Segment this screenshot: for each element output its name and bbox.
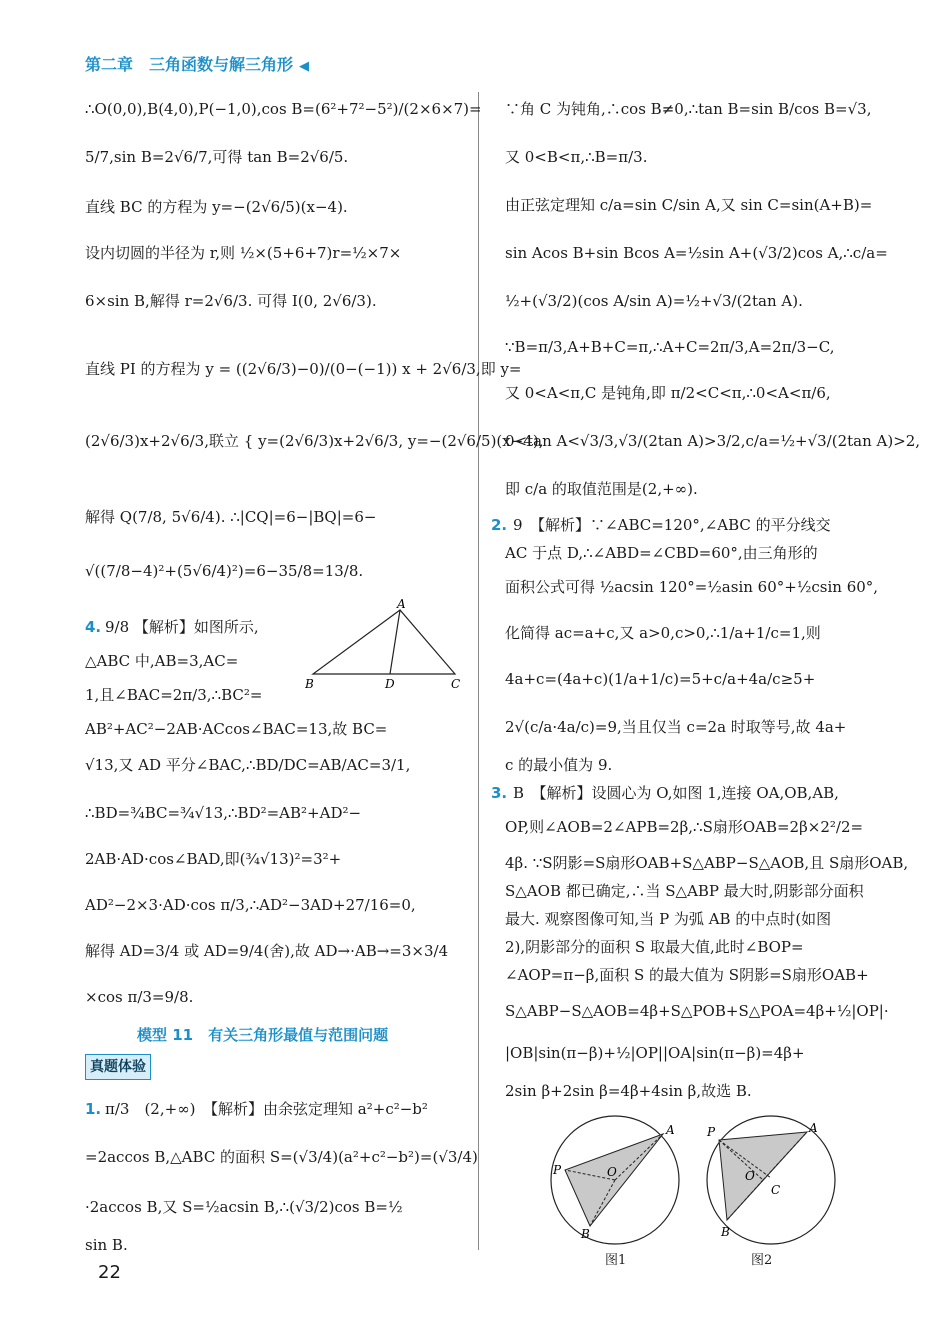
- text-line: 最大. 观察图像可知,当 P 为弧 AB 的中点时(如图: [505, 910, 832, 928]
- text-line: |OB|sin(π−β)+½|OP||OA|sin(π−β)=4β+: [505, 1044, 805, 1062]
- figure-caption: 图2: [751, 1253, 773, 1268]
- text-line: 6×sin B,解得 r=2√6/3. 可得 I(0, 2√6/3).: [85, 292, 377, 310]
- text-line: AD²−2×3·AD·cos π/3,∴AD²−3AD+27/16=0,: [85, 896, 416, 914]
- problem-number: 2.: [491, 516, 508, 534]
- figure-caption: 图1: [605, 1253, 627, 1268]
- text-line: AB²+AC²−2AB·ACcos∠BAC=13,故 BC=: [85, 720, 388, 738]
- shaded-triangle: [719, 1132, 807, 1220]
- label-a: A: [397, 598, 406, 611]
- text-line: S△AOB 都已确定,∴当 S△ABP 最大时,阴影部分面积: [505, 882, 864, 900]
- bisector-ad: [390, 610, 400, 674]
- label-a: A: [666, 1123, 675, 1137]
- section-title: 模型 11 有关三角形最值与范围问题: [137, 1026, 389, 1044]
- text-line: ∴BD=¾BC=¾√13,∴BD²=AB²+AD²−: [85, 804, 362, 822]
- text-line: =2accos B,△ABC 的面积 S=(√3/4)(a²+c²−b²)=(√3/4): [85, 1148, 478, 1166]
- label-o: O: [745, 1169, 755, 1183]
- text-line: B 【解析】设圆心为 O,如图 1,连接 OA,OB,AB,: [513, 784, 839, 802]
- text-line: ½+(√3/2)(cos A/sin A)=½+√3/(2tan A).: [505, 292, 803, 310]
- text-line: sin B.: [85, 1236, 128, 1254]
- text-line: ∴O(0,0),B(4,0),P(−1,0),cos B=(6²+7²−5²)/(2×6×7)=: [85, 100, 482, 118]
- text-line: OP,则∠AOB=2∠APB=2β,∴S扇形OAB=2β×2²/2=: [505, 818, 864, 836]
- text-line: ∠AOP=π−β,面积 S 的最大值为 S阴影=S扇形OAB+: [505, 966, 869, 984]
- label-b: B: [721, 1225, 730, 1239]
- text-line: 9/8 【解析】如图所示,: [105, 618, 259, 636]
- text-line: c 的最小值为 9.: [505, 756, 613, 774]
- text-line: S△ABP−S△AOB=4β+S△POB+S△POA=4β+½|OP|·: [505, 1002, 889, 1020]
- text-line: 解得 Q(7/8, 5√6/4). ∴|CQ|=6−|BQ|=6−: [85, 508, 377, 526]
- text-line: AC 于点 D,∴∠ABD=∠CBD=60°,由三角形的: [505, 544, 818, 562]
- section-tag: 真题体验: [85, 1054, 151, 1080]
- label-p: P: [553, 1163, 562, 1177]
- text-line: 2AB·AD·cos∠BAD,即(¾√13)²=3²+: [85, 850, 342, 868]
- text-line: 直线 PI 的方程为 y = ((2√6/3)−0)/(0−(−1)) x + 2√6/3,即 y=: [85, 360, 522, 378]
- text-line: √((7/8−4)²+(5√6/4)²)=6−35/8=13/8.: [85, 562, 364, 580]
- text-line: 2sin β+2sin β=4β+4sin β,故选 B.: [505, 1082, 752, 1100]
- text-line: 2√(c/a·4a/c)=9,当且仅当 c=2a 时取等号,故 4a+: [505, 718, 847, 736]
- column-divider: [478, 92, 479, 1250]
- text-line: 1,且∠BAC=2π/3,∴BC²=: [85, 686, 263, 704]
- text-line: 面积公式可得 ½acsin 120°=½asin 60°+½csin 60°,: [505, 578, 879, 596]
- text-line: 解得 AD=3/4 或 AD=9/4(舍),故 AD→·AB→=3×3/4: [85, 942, 449, 960]
- triangle-abc: [313, 610, 455, 674]
- circle-figure-1: [545, 1112, 685, 1252]
- page-number: 22: [98, 1262, 121, 1283]
- text-line: 0<tan A<√3/3,√3/(2tan A)>3/2,c/a=½+√3/(2tan A)>2,: [505, 432, 921, 450]
- text-line: ·2accos B,又 S=½acsin B,∴(√3/2)cos B=½: [85, 1198, 403, 1216]
- text-line: 设内切圆的半径为 r,则 ½×(5+6+7)r=½×7×: [85, 244, 402, 262]
- text-line: 即 c/a 的取值范围是(2,+∞).: [505, 480, 698, 498]
- text-line: 由正弦定理知 c/a=sin C/sin A,又 sin C=sin(A+B)=: [505, 196, 873, 214]
- text-line: π/3 (2,+∞) 【解析】由余弦定理知 a²+c²−b²: [105, 1100, 428, 1118]
- label-c: C: [771, 1183, 781, 1197]
- label-p: P: [707, 1125, 716, 1139]
- text-line: ∵角 C 为钝角,∴cos B≠0,∴tan B=sin B/cos B=√3,: [505, 100, 872, 118]
- text-line: 2),阴影部分的面积 S 取最大值,此时∠BOP=: [505, 938, 804, 956]
- problem-number: 1.: [85, 1100, 102, 1118]
- label-o: O: [607, 1165, 617, 1179]
- problem-number: 3.: [491, 784, 508, 802]
- chapter-header: [85, 52, 309, 75]
- text-line: △ABC 中,AB=3,AC=: [85, 652, 239, 670]
- text-line: 4a+c=(4a+c)(1/a+1/c)=5+c/a+4a/c≥5+: [505, 670, 816, 688]
- label-d: D: [385, 677, 395, 688]
- circle-figure-2: [701, 1112, 841, 1252]
- label-a: A: [809, 1121, 818, 1135]
- label-c: C: [451, 677, 461, 688]
- text-line: 9 【解析】∵∠ABC=120°,∠ABC 的平分线交: [513, 516, 831, 534]
- triangle-figure: [305, 598, 465, 688]
- text-line: 又 0<B<π,∴B=π/3.: [505, 148, 648, 166]
- problem-number: 4.: [85, 618, 102, 636]
- label-b: B: [305, 677, 314, 688]
- text-line: √13,又 AD 平分∠BAC,∴BD/DC=AB/AC=3/1,: [85, 756, 411, 774]
- arrow-left-icon: ◀: [299, 59, 310, 74]
- text-line: 4β. ∵S阴影=S扇形OAB+S△ABP−S△AOB,且 S扇形OAB,: [505, 854, 909, 872]
- text-line: ×cos π/3=9/8.: [85, 988, 194, 1006]
- text-line: ∵B=π/3,A+B+C=π,∴A+C=2π/3,A=2π/3−C,: [505, 338, 835, 356]
- label-b: B: [581, 1227, 590, 1241]
- text-line: 又 0<A<π,C 是钝角,即 π/2<C<π,∴0<A<π/6,: [505, 384, 831, 402]
- text-line: (2√6/3)x+2√6/3,联立 { y=(2√6/3)x+2√6/3, y=−(2√6/5)(x−4),: [85, 432, 544, 450]
- text-line: sin Acos B+sin Bcos A=½sin A+(√3/2)cos A,∴c/a=: [505, 244, 888, 262]
- text-line: 5/7,sin B=2√6/7,可得 tan B=2√6/5.: [85, 148, 349, 166]
- text-line: 化简得 ac=a+c,又 a>0,c>0,∴1/a+1/c=1,则: [505, 624, 821, 642]
- text-line: 直线 BC 的方程为 y=−(2√6/5)(x−4).: [85, 198, 348, 216]
- chapter-title: 第二章 三角函数与解三角形: [85, 55, 294, 74]
